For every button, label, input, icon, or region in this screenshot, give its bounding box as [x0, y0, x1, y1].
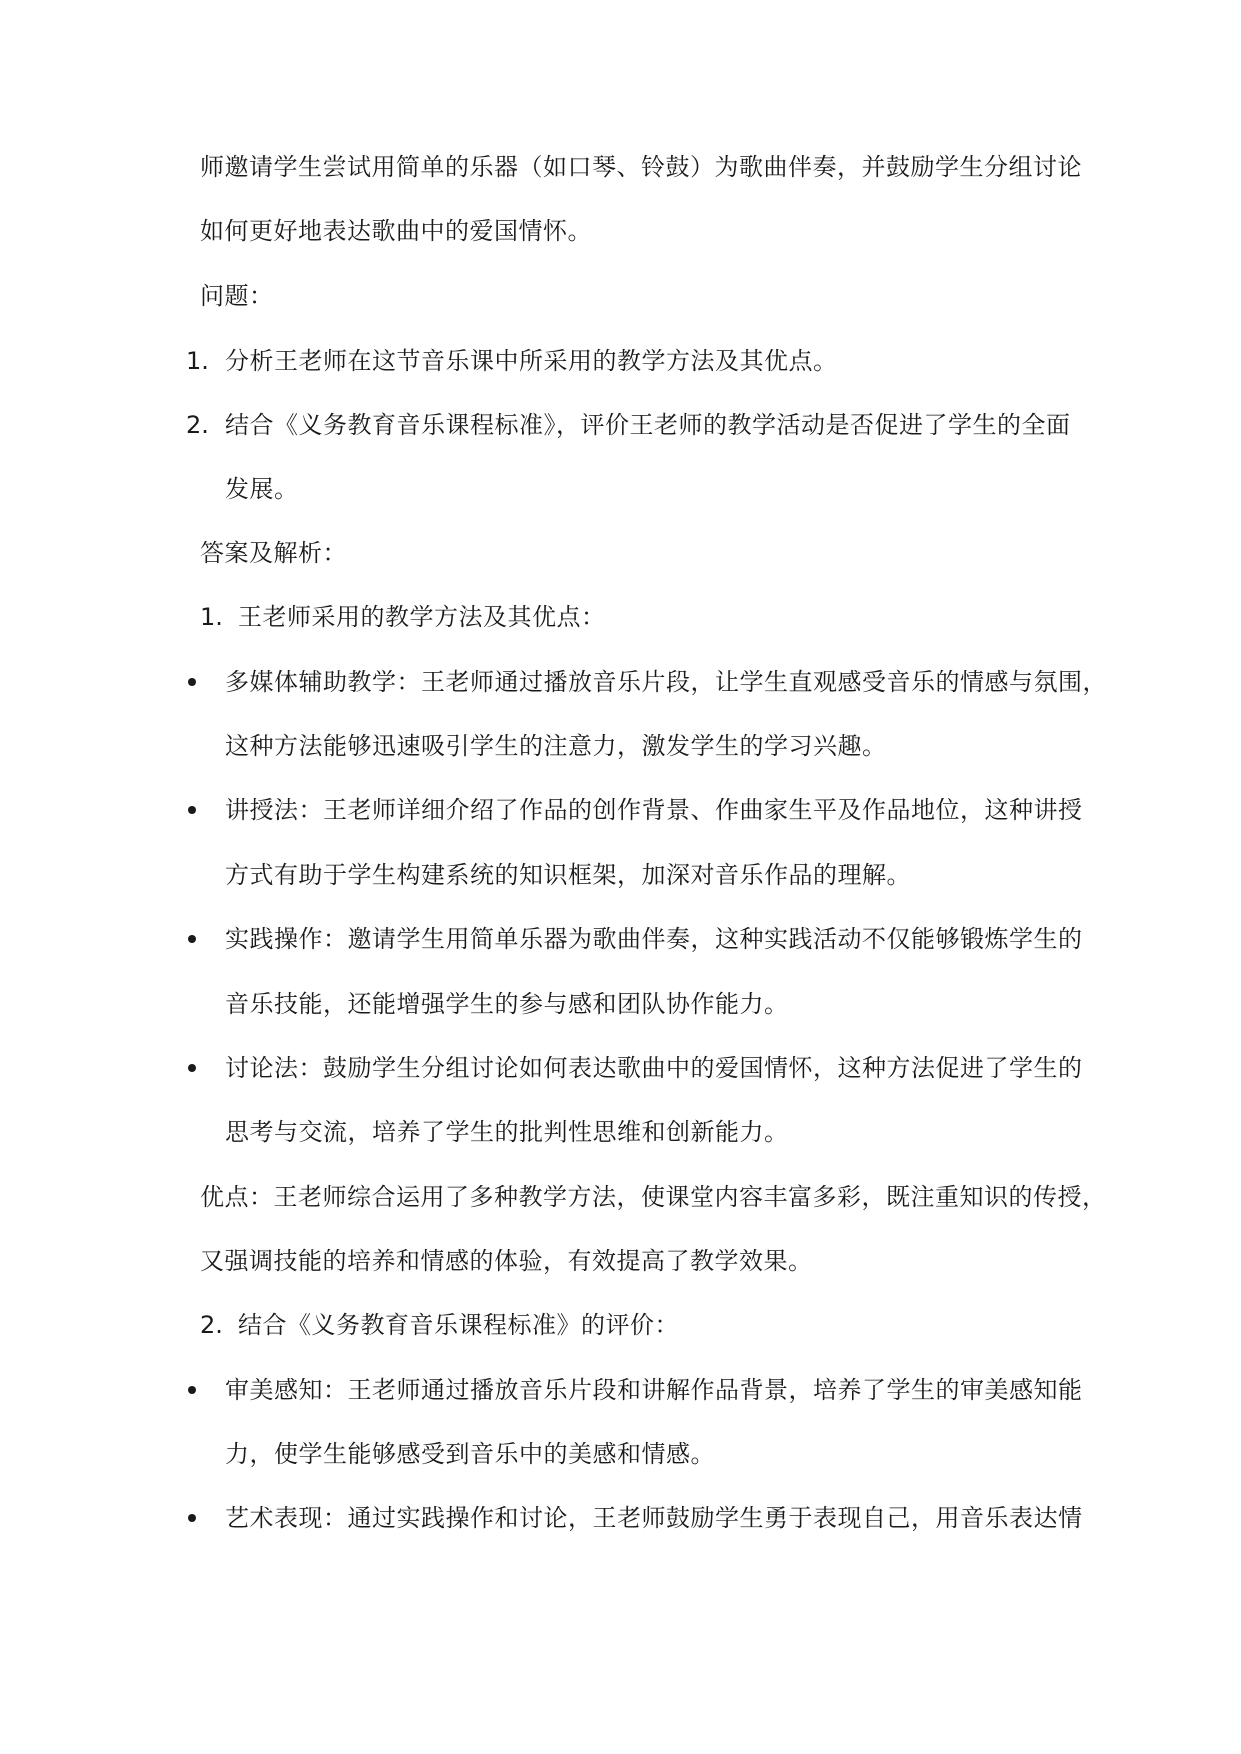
questions-heading: 问题：	[200, 282, 274, 310]
bullet-dot	[188, 935, 196, 943]
intro-line-2: 如何更好地表达歌曲中的爱国情怀。	[200, 217, 592, 245]
part-2-bullet-1-line-2: 力，使学生能够感受到音乐中的美感和情感。	[225, 1440, 715, 1468]
part-1-number: 1.	[200, 603, 223, 631]
part-1-bullet-4-line-1: 讨论法：鼓励学生分组讨论如何表达歌曲中的爱国情怀，这种方法促进了学生的	[225, 1054, 1083, 1082]
question-2-number: 2.	[186, 411, 209, 439]
question-1-number: 1.	[186, 347, 209, 375]
part-2-bullet-1-line-1: 审美感知：王老师通过播放音乐片段和讲解作品背景，培养了学生的审美感知能	[225, 1376, 1083, 1404]
answer-heading: 答案及解析：	[200, 539, 347, 567]
intro-line-1: 师邀请学生尝试用简单的乐器（如口琴、铃鼓）为歌曲伴奏，并鼓励学生分组讨论	[200, 153, 1082, 181]
advantages-line-2: 又强调技能的培养和情感的体验，有效提高了教学效果。	[200, 1247, 813, 1275]
part-2-title: 结合《义务教育音乐课程标准》的评价：	[238, 1311, 679, 1339]
part-2-number: 2.	[200, 1311, 223, 1339]
bullet-dot	[188, 1514, 196, 1522]
part-1-bullet-3-line-1: 实践操作：邀请学生用简单乐器为歌曲伴奏，这种实践活动不仅能够锻炼学生的	[225, 925, 1083, 953]
part-1-bullet-3-line-2: 音乐技能，还能增强学生的参与感和团队协作能力。	[225, 990, 789, 1018]
bullet-dot	[188, 806, 196, 814]
part-1-bullet-2-line-2: 方式有助于学生构建系统的知识框架，加深对音乐作品的理解。	[225, 861, 911, 889]
question-2-line-2: 发展。	[225, 475, 299, 503]
question-2-line-1: 结合《义务教育音乐课程标准》，评价王老师的教学活动是否促进了学生的全面	[225, 411, 1071, 439]
bullet-dot	[188, 1064, 196, 1072]
bullet-dot	[188, 1386, 196, 1394]
bullet-dot	[188, 678, 196, 686]
part-1-bullet-1-line-1: 多媒体辅助教学：王老师通过播放音乐片段，让学生直观感受音乐的情感与氛围，	[225, 668, 1107, 696]
part-2-bullet-2-line-1: 艺术表现：通过实践操作和讨论，王老师鼓励学生勇于表现自己，用音乐表达情	[225, 1504, 1083, 1532]
part-1-bullet-1-line-2: 这种方法能够迅速吸引学生的注意力，激发学生的学习兴趣。	[225, 732, 887, 760]
part-1-bullet-2-line-1: 讲授法：王老师详细介绍了作品的创作背景、作曲家生平及作品地位，这种讲授	[225, 796, 1083, 824]
question-1-line-1: 分析王老师在这节音乐课中所采用的教学方法及其优点。	[225, 347, 838, 375]
advantages-line-1: 优点：王老师综合运用了多种教学方法，使课堂内容丰富多彩，既注重知识的传授，	[200, 1183, 1107, 1211]
part-1-bullet-4-line-2: 思考与交流，培养了学生的批判性思维和创新能力。	[225, 1118, 789, 1146]
part-1-title: 王老师采用的教学方法及其优点：	[238, 603, 606, 631]
